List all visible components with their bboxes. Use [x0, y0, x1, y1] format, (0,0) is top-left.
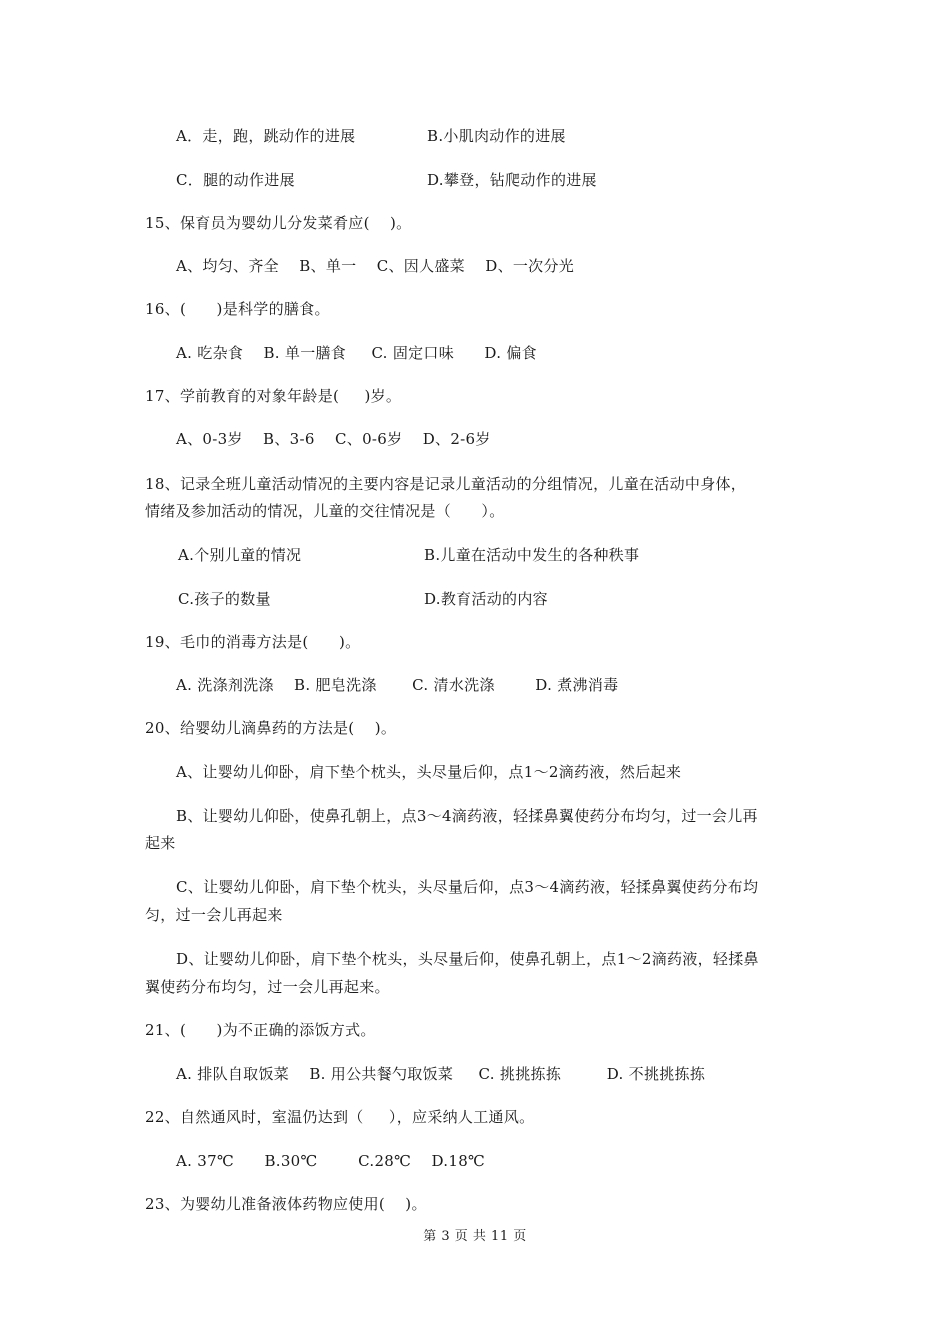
q22-stem: 22、自然通风时，室温仍达到（ ），应采纳人工通风。 — [145, 1108, 535, 1126]
q20-stem: 20、给婴幼儿滴鼻药的方法是( )。 — [145, 719, 397, 737]
q20-option-a: A、让婴幼儿仰卧，肩下垫个枕头，头尽量后仰，点1～2滴药液，然后起来 — [176, 763, 682, 781]
q18-option-d: D.教育活动的内容 — [424, 590, 548, 608]
q20-option-d-line1: D、让婴幼儿仰卧，肩下垫个枕头，头尽量后仰，使鼻孔朝上，点1～2滴药液，轻揉鼻 — [176, 950, 759, 968]
q18-option-c: C.孩子的数量 — [178, 590, 271, 608]
q21-stem: 21、( )为不正确的添饭方式。 — [145, 1021, 376, 1039]
q15-options: A、均匀、齐全 B、单一 C、因人盛菜 D、一次分光 — [176, 257, 575, 275]
q19-stem: 19、毛巾的消毒方法是( )。 — [145, 633, 361, 651]
q14-option-c: C．腿的动作进展 — [176, 171, 295, 189]
q14-option-d: D.攀登，钻爬动作的进展 — [427, 171, 597, 189]
q20-option-d-line2: 翼使药分布均匀，过一会儿再起来。 — [145, 978, 390, 996]
q18-option-a: A.个别儿童的情况 — [178, 546, 302, 564]
page-footer: 第 3 页 共 11 页 — [423, 1229, 527, 1244]
q19-options: A. 洗涤剂洗涤 B. 肥皂洗涤 C. 清水洗涤 D. 煮沸消毒 — [176, 676, 619, 694]
q17-options: A、0-3岁 B、3-6 C、0-6岁 D、2-6岁 — [176, 430, 491, 448]
q23-stem: 23、为婴幼儿准备液体药物应使用( )。 — [145, 1195, 427, 1213]
q18-option-b: B.儿童在活动中发生的各种秩事 — [424, 546, 640, 564]
q20-option-c-line2: 匀，过一会儿再起来 — [145, 906, 283, 924]
q16-stem: 16、( )是科学的膳食。 — [145, 300, 330, 318]
q16-options: A. 吃杂食 B. 单一膳食 C. 固定口味 D. 偏食 — [176, 344, 537, 362]
q20-option-b-line2: 起来 — [145, 834, 176, 852]
q14-option-a: A．走，跑，跳动作的进展 — [176, 127, 356, 145]
q15-stem: 15、保育员为婴幼儿分发菜肴应( )。 — [145, 214, 412, 232]
q21-options: A. 排队自取饭菜 B. 用公共餐勺取饭菜 C. 挑挑拣拣 D. 不挑挑拣拣 — [176, 1065, 706, 1083]
q18-stem-line2: 情绪及参加活动的情况，儿童的交往情况是（ ）。 — [145, 502, 505, 520]
q20-option-b-line1: B、让婴幼儿仰卧，使鼻孔朝上，点3～4滴药液，轻揉鼻翼使药分布均匀，过一会儿再 — [176, 807, 758, 825]
q17-stem: 17、学前教育的对象年龄是( )岁。 — [145, 387, 402, 405]
q20-option-c-line1: C、让婴幼儿仰卧，肩下垫个枕头，头尽量后仰，点3～4滴药液，轻揉鼻翼使药分布均 — [176, 878, 759, 896]
q18-stem-line1: 18、记录全班儿童活动情况的主要内容是记录儿童活动的分组情况，儿童在活动中身体， — [145, 475, 747, 493]
q14-option-b: B.小肌肉动作的进展 — [427, 127, 566, 145]
q22-options: A. 37℃ B.30℃ C.28℃ D.18℃ — [176, 1152, 486, 1170]
